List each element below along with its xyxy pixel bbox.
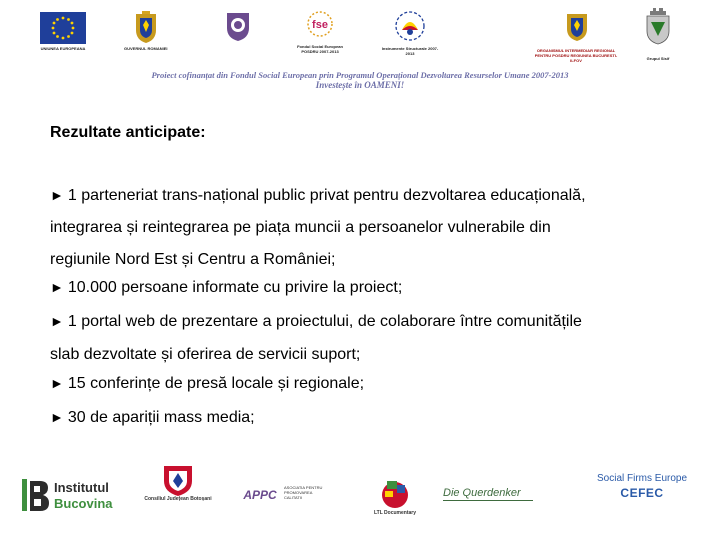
appc-logo-icon <box>238 483 282 505</box>
romania-coat-of-arms-icon <box>133 10 159 44</box>
result-text: 30 de apariții mass media; <box>67 409 255 426</box>
city-caption: Grupul Sisif <box>646 56 670 61</box>
cefec-label: CEFEC <box>620 486 664 500</box>
result-line-7 <box>50 375 364 393</box>
result-line-8 <box>50 409 255 427</box>
slogan-line-1: Proiect cofinanțat din Fondul Social European prin Programul Operațional Dezvoltarea Resurselor Umane 2007-2013 <box>151 70 569 80</box>
fse-caption: Fondul Social European POSDRU 2007-2013 <box>297 44 343 54</box>
result-text: 15 conferințe de presă locale și regionale; <box>67 375 365 392</box>
eu-flag-icon <box>40 12 86 44</box>
social-firms-europe-logo-icon: Social Firms Europe <box>596 473 688 484</box>
institut-name-line-1: Institutul <box>54 480 109 495</box>
result-text: integrarea și reintegrarea pe piața muncii a persoanelor vulnerabile din <box>50 219 551 236</box>
city-coat-of-arms-icon <box>645 6 671 46</box>
consiliu-caption: Consiliul Județean Botoșani <box>144 496 212 502</box>
appc-caption: ASOCIATIA PENTRU PROMOVAREA CALITATII <box>284 485 323 500</box>
svg-text:fse: fse <box>312 19 328 31</box>
government-logo <box>124 10 167 51</box>
eu-caption: UNIUNEA EUROPEANA <box>40 46 86 51</box>
partner-logo-strip <box>0 455 720 540</box>
die-querdenker-logo-icon: Die Querdenker <box>443 487 533 501</box>
institut-name-line-2: Bucovina <box>54 496 113 511</box>
bullet-arrow-icon: ► <box>50 313 64 329</box>
institutul-bucovina-logo-icon <box>22 479 50 513</box>
result-line-1 <box>50 187 586 205</box>
result-line-5 <box>50 313 582 331</box>
ltl-documentary-logo <box>370 475 420 516</box>
consiliul-judetean-botosani-crest-icon <box>161 463 195 497</box>
government-caption: GUVERNUL ROMANIEI <box>124 46 168 51</box>
ministry-emblem-icon <box>225 10 251 42</box>
eu-logo <box>40 12 86 51</box>
ltl-documentary-logo-icon <box>377 475 413 511</box>
structural-instruments-logo <box>380 8 440 56</box>
bullet-arrow-icon: ► <box>50 375 64 391</box>
result-text: 1 parteneriat trans-național public privat pentru dezvoltarea educațională, <box>67 187 586 204</box>
appc-letters: APPC <box>243 488 277 502</box>
bullet-arrow-icon: ► <box>50 409 64 425</box>
oiposdru-caption: ORGANISMUL INTERMEDIAR REGIONAL PENTRU POSDRU REGIUNEA BUCURESTI-ILFOV <box>534 48 618 63</box>
ltl-caption: LTL Documentary <box>373 510 417 516</box>
bullet-arrow-icon: ► <box>50 279 64 295</box>
ministry-logo <box>225 10 251 42</box>
institutul-bucovina-logo <box>22 477 132 517</box>
result-line-6 <box>50 346 360 364</box>
result-line-3 <box>50 251 335 269</box>
oiposdru-logo <box>565 10 589 42</box>
bullet-arrow-icon: ► <box>50 187 64 203</box>
social-firms-europe-logo <box>590 473 694 500</box>
result-text: 1 portal web de prezentare a proiectului, de colaborare între comunitățile <box>67 313 582 330</box>
oiposdru-coat-of-arms-icon <box>565 10 589 42</box>
die-querdenker-logo <box>443 487 533 501</box>
page-heading: Rezultate anticipate: <box>50 124 206 141</box>
result-text: regiunile Nord Est și Centru a României; <box>50 251 336 268</box>
result-text: slab dezvoltate și oferirea de servicii suport; <box>50 346 361 363</box>
result-text: 10.000 persoane informate cu privire la proiect; <box>67 279 403 296</box>
structural-instruments-caption: Instrumente Structurale 2007-2013 <box>381 46 439 56</box>
fse-logo <box>294 10 346 54</box>
funding-slogan <box>120 70 600 90</box>
city-logo <box>645 6 671 46</box>
instrumente-structurale-icon <box>388 8 432 44</box>
consiliu-judetean-logo <box>138 463 218 502</box>
fse-logo-icon <box>302 10 338 42</box>
result-line-4 <box>50 279 402 297</box>
slogan-line-2: Investește în OAMENI! <box>315 80 405 90</box>
result-line-2 <box>50 219 551 237</box>
